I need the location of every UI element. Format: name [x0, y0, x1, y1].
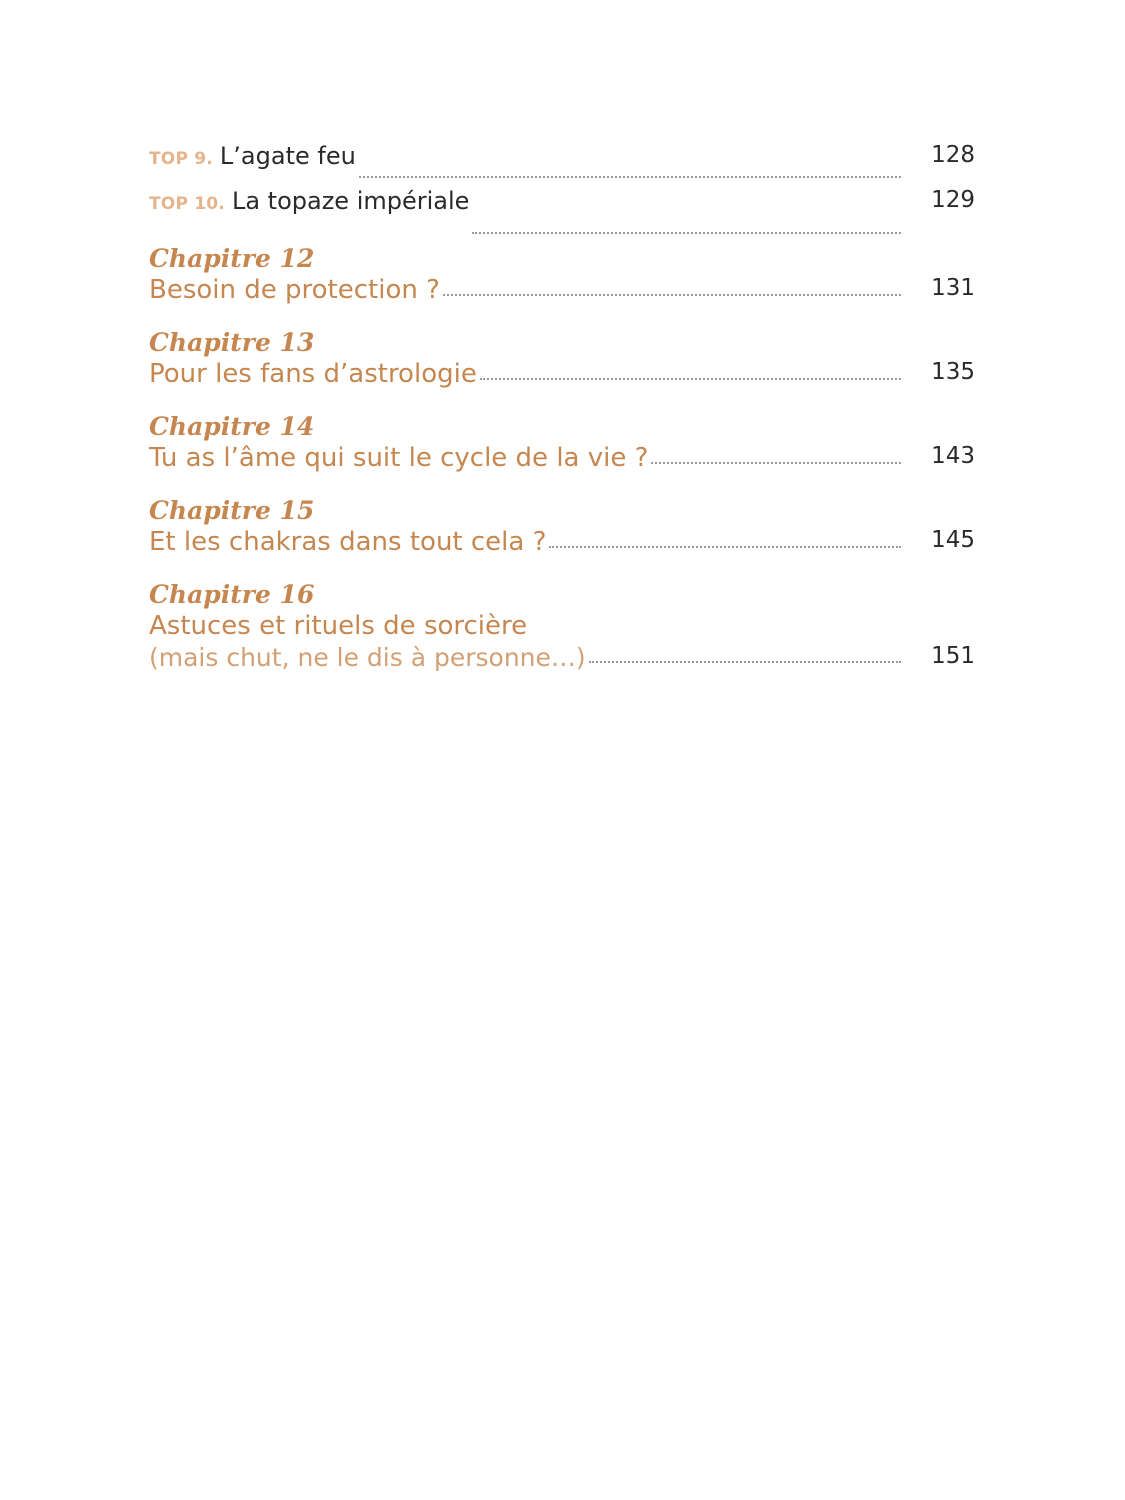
toc-entry-title: La topaze impériale — [231, 187, 470, 215]
top-prefix: TOP 10. — [149, 194, 225, 214]
dot-leader — [480, 378, 901, 380]
chapter-title: Et les chakras dans tout cela ? — [149, 527, 547, 557]
chapter-title: Tu as l’âme qui suit le cycle de la vie ? — [149, 443, 649, 473]
dot-leader — [359, 176, 901, 178]
page-number: 129 — [931, 187, 975, 213]
page-number: 145 — [931, 527, 975, 553]
dot-leader — [589, 661, 901, 663]
chapter-title: Pour les fans d’astrologie — [149, 359, 477, 389]
chapter-label: Chapitre 14 — [149, 412, 315, 441]
chapter-title: Besoin de protection ? — [149, 275, 440, 305]
chapter-subtitle: (mais chut, ne le dis à personne…) — [149, 643, 586, 672]
page-number: 143 — [931, 443, 975, 469]
dot-leader — [651, 462, 901, 464]
toc-chapter-15[interactable] — [149, 495, 975, 579]
toc-chapter-16[interactable] — [149, 579, 975, 672]
page-number: 128 — [931, 142, 975, 168]
toc-chapter-14[interactable] — [149, 411, 975, 495]
toc-entry-top-9[interactable] — [149, 142, 975, 187]
page-number: 131 — [931, 275, 975, 301]
toc-chapter-13[interactable] — [149, 327, 975, 411]
toc-entry-title: L’agate feu — [219, 142, 356, 170]
dot-leader — [549, 546, 901, 548]
top-prefix: TOP 9. — [149, 149, 213, 169]
chapter-label: Chapitre 15 — [149, 496, 315, 525]
chapter-label: Chapitre 12 — [149, 244, 315, 273]
table-of-contents — [149, 142, 975, 672]
chapter-label: Chapitre 13 — [149, 328, 315, 357]
dot-leader — [472, 232, 901, 234]
chapter-label: Chapitre 16 — [149, 580, 315, 609]
page-number: 135 — [931, 359, 975, 385]
chapter-title: Astuces et rituels de sorcière — [149, 611, 528, 641]
toc-chapter-12[interactable] — [149, 243, 975, 327]
dot-leader — [443, 294, 901, 296]
toc-entry-top-10[interactable] — [149, 187, 975, 243]
page-number: 151 — [931, 643, 975, 669]
